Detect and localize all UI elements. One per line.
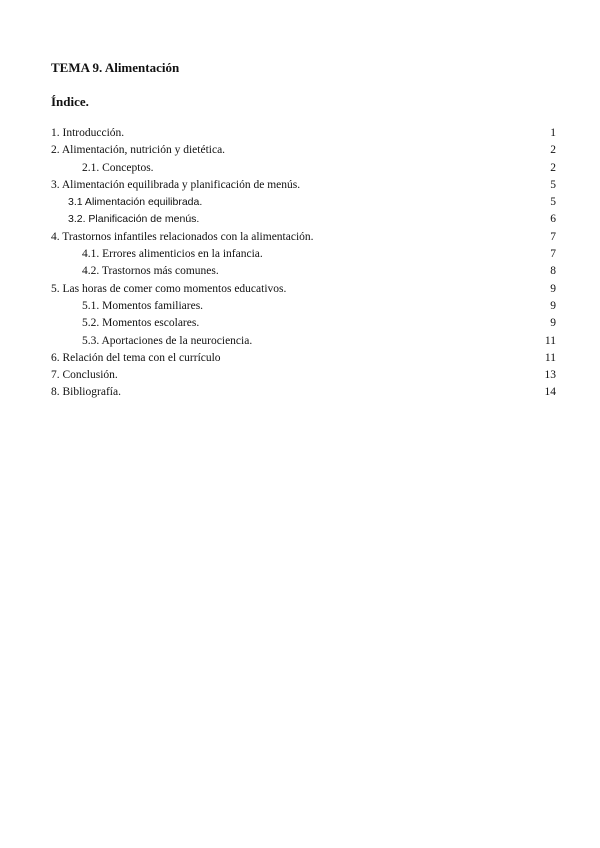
toc-entry[interactable]	[51, 142, 556, 159]
toc-entry-label: 8. Bibliografía.	[51, 386, 121, 399]
toc-entry-page: 5	[550, 178, 556, 191]
toc-entry-page: 6	[550, 213, 556, 226]
toc-entry-page: 11	[544, 351, 556, 364]
toc-entry-label: 4.1. Errores alimenticios en la infancia.	[82, 248, 263, 261]
toc-subentry[interactable]	[51, 246, 556, 263]
toc-entry[interactable]	[51, 384, 556, 401]
toc-entry-label: 5. Las horas de comer como momentos educativos.	[51, 282, 287, 295]
toc-entry-page: 13	[544, 369, 556, 382]
toc-subentry[interactable]	[51, 263, 556, 280]
toc-entry-page: 7	[550, 230, 556, 243]
toc-subentry[interactable]	[51, 333, 556, 350]
toc-entry-page: 9	[550, 282, 556, 295]
toc-entry-label: 5.2. Momentos escolares.	[82, 317, 200, 330]
toc-entry[interactable]	[51, 281, 556, 298]
toc-entry-label: 5.1. Momentos familiares.	[82, 299, 204, 312]
toc-entry-page: 1	[550, 127, 556, 139]
toc-entry-page: 2	[550, 161, 556, 174]
toc-subentry[interactable]	[51, 315, 556, 332]
toc-entry-label: 5.3. Aportaciones de la neurociencia.	[82, 334, 253, 347]
toc-entry-label: 1. Introducción.	[51, 127, 125, 139]
table-of-contents	[51, 125, 556, 402]
toc-entry[interactable]	[51, 229, 556, 246]
toc-entry[interactable]	[51, 177, 556, 194]
toc-entry-page: 7	[550, 248, 556, 261]
toc-entry[interactable]	[51, 367, 556, 384]
toc-entry-page: 9	[550, 317, 556, 330]
toc-entry-label: 3.2. Planificación de menús.	[68, 213, 200, 226]
toc-subentry[interactable]	[51, 194, 556, 211]
index-heading: Índice.	[51, 94, 89, 109]
toc-entry[interactable]	[51, 125, 556, 142]
toc-entry-label: 3. Alimentación equilibrada y planificación de menús.	[51, 178, 301, 191]
toc-entry-page: 9	[550, 299, 556, 312]
toc-entry-page: 11	[544, 334, 556, 347]
toc-subentry[interactable]	[51, 211, 556, 228]
toc-entry-page: 2	[550, 144, 556, 157]
toc-entry-page: 5	[550, 196, 556, 209]
toc-entry-page: 14	[544, 386, 556, 399]
toc-entry-label: 7. Conclusión.	[51, 369, 118, 382]
toc-entry-page: 8	[550, 265, 556, 278]
toc-subentry[interactable]	[51, 160, 556, 177]
document-title: TEMA 9. Alimentación	[51, 60, 180, 75]
toc-entry[interactable]	[51, 350, 556, 367]
toc-entry-label: 6. Relación del tema con el currículo	[51, 351, 221, 364]
toc-entry-label: 2. Alimentación, nutrición y dietética.	[51, 144, 226, 157]
toc-subentry[interactable]	[51, 298, 556, 315]
toc-entry-label: 4.2. Trastornos más comunes.	[82, 265, 219, 278]
toc-entry-label: 3.1 Alimentación equilibrada.	[68, 196, 203, 209]
toc-entry-label: 4. Trastornos infantiles relacionados con la alimentación.	[51, 230, 314, 243]
toc-entry-label: 2.1. Conceptos.	[82, 161, 154, 174]
